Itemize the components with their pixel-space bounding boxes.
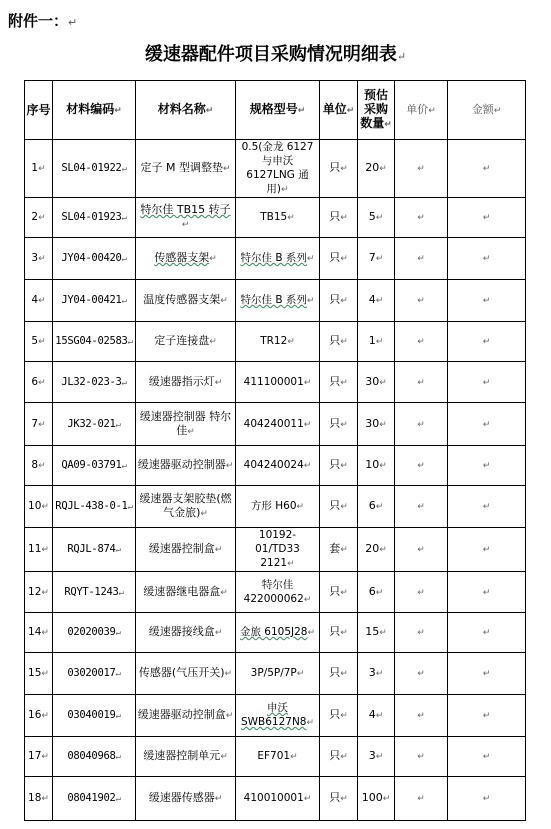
unit-cell: 只↵ (320, 322, 358, 362)
price-cell: ↵ (395, 198, 448, 238)
price-cell: ↵ (395, 238, 448, 280)
row-number-cell: 10↵ (25, 486, 53, 528)
unit-cell: 只↵ (320, 403, 358, 446)
spec-model-cell: 特尔佳 422000062↵ (236, 572, 320, 613)
header-row (25, 81, 526, 140)
unit-cell: 只↵ (320, 486, 358, 528)
table-row (25, 403, 526, 446)
material-code-cell: 03040019↵ (53, 695, 136, 737)
material-code-cell: SL04-01923↵ (53, 198, 136, 238)
estimated-qty-cell: 30↵ (358, 403, 395, 446)
amount-cell: ↵ (448, 280, 526, 322)
price-cell: ↵ (395, 653, 448, 695)
spec-model-cell: 10192-01/TD33 2121↵ (236, 528, 320, 572)
amount-cell: ↵ (448, 695, 526, 737)
row-number-cell: 15↵ (25, 653, 53, 695)
amount-cell: ↵ (448, 238, 526, 280)
price-cell: ↵ (395, 140, 448, 198)
amount-cell: ↵ (448, 403, 526, 446)
price-cell: ↵ (395, 403, 448, 446)
estimated-qty-cell: 1↵ (358, 322, 395, 362)
col-header-name: 材料名称↵ (136, 81, 236, 140)
material-code-cell: JL32-023-3↵ (53, 362, 136, 403)
unit-cell: 只↵ (320, 653, 358, 695)
material-name-cell: 特尔佳 TB15 转子↵ (136, 198, 236, 238)
unit-cell: 只↵ (320, 695, 358, 737)
amount-cell: ↵ (448, 446, 526, 486)
table-row (25, 362, 526, 403)
col-header-spec: 规格型号↵ (236, 81, 320, 140)
amount-cell: ↵ (448, 322, 526, 362)
unit-cell: 只↵ (320, 572, 358, 613)
col-header-amount: 金额↵ (448, 81, 526, 140)
amount-cell: ↵ (448, 613, 526, 653)
material-code-cell: RQJL-438-0-1↵ (53, 486, 136, 528)
material-code-cell: RQJL-874↵ (53, 528, 136, 572)
col-header-unit: 单位↵ (320, 81, 358, 140)
material-name-cell: 缓速器接线盒↵ (136, 613, 236, 653)
spec-model-cell: 410010001↵ (236, 777, 320, 821)
material-code-cell: 15SG04-02583↵ (53, 322, 136, 362)
material-code-cell: RQYT-1243↵ (53, 572, 136, 613)
material-code-cell: 08041902↵ (53, 777, 136, 821)
material-code-cell: SL04-01922↵ (53, 140, 136, 198)
row-number-cell: 2↵ (25, 198, 53, 238)
estimated-qty-cell: 20↵ (358, 140, 395, 198)
price-cell: ↵ (395, 572, 448, 613)
table-row (25, 737, 526, 777)
table-row (25, 322, 526, 362)
material-name-cell: 缓速器传感器↵ (136, 777, 236, 821)
row-number-cell: 17↵ (25, 737, 53, 777)
unit-cell: 只↵ (320, 737, 358, 777)
table-row (25, 446, 526, 486)
estimated-qty-cell: 6↵ (358, 486, 395, 528)
spec-model-cell: 404240024↵ (236, 446, 320, 486)
material-name-cell: 缓速器驱动控制器↵ (136, 446, 236, 486)
material-name-cell: 定子 M 型调整垫↵ (136, 140, 236, 198)
unit-cell: 套↵ (320, 528, 358, 572)
amount-cell: ↵ (448, 140, 526, 198)
amount-cell: ↵ (448, 362, 526, 403)
estimated-qty-cell: 3↵ (358, 737, 395, 777)
amount-cell: ↵ (448, 528, 526, 572)
price-cell: ↵ (395, 528, 448, 572)
unit-cell: 只↵ (320, 777, 358, 821)
amount-cell: ↵ (448, 486, 526, 528)
table-row (25, 198, 526, 238)
unit-cell: 只↵ (320, 238, 358, 280)
material-name-cell: 温度传感器支架↵ (136, 280, 236, 322)
material-name-cell: 缓速器驱动控制盒↵ (136, 695, 236, 737)
estimated-qty-cell: 4↵ (358, 695, 395, 737)
unit-cell: 只↵ (320, 362, 358, 403)
row-number-cell: 16↵ (25, 695, 53, 737)
spec-model-cell: 特尔佳 B 系列↵ (236, 280, 320, 322)
material-name-cell: 传感器(气压开关)↵ (136, 653, 236, 695)
table-row (25, 572, 526, 613)
row-number-cell: 5↵ (25, 322, 53, 362)
table-row (25, 653, 526, 695)
table-row (25, 238, 526, 280)
estimated-qty-cell: 10↵ (358, 446, 395, 486)
row-number-cell: 11↵ (25, 528, 53, 572)
spec-model-cell: 方形 H60↵ (236, 486, 320, 528)
row-number-cell: 3↵ (25, 238, 53, 280)
price-cell: ↵ (395, 280, 448, 322)
material-name-cell: 缓速器支架胶垫(燃气金旅)↵ (136, 486, 236, 528)
spec-model-cell: TR12↵ (236, 322, 320, 362)
unit-cell: 只↵ (320, 140, 358, 198)
material-name-cell: 缓速器控制盒↵ (136, 528, 236, 572)
material-code-cell: QA09-03791↵ (53, 446, 136, 486)
spec-model-cell: 411100001↵ (236, 362, 320, 403)
estimated-qty-cell: 20↵ (358, 528, 395, 572)
table-row (25, 528, 526, 572)
col-header-no: 序号 (25, 81, 53, 140)
material-code-cell: 02020039↵ (53, 613, 136, 653)
estimated-qty-cell: 5↵ (358, 198, 395, 238)
estimated-qty-cell: 100↵ (358, 777, 395, 821)
estimated-qty-cell: 15↵ (358, 613, 395, 653)
row-number-cell: 8↵ (25, 446, 53, 486)
table-row (25, 777, 526, 821)
estimated-qty-cell: 6↵ (358, 572, 395, 613)
spec-model-cell: 3P/5P/7P↵ (236, 653, 320, 695)
row-number-cell: 4↵ (25, 280, 53, 322)
price-cell: ↵ (395, 613, 448, 653)
row-number-cell: 6↵ (25, 362, 53, 403)
material-code-cell: 03020017↵ (53, 653, 136, 695)
material-name-cell: 定子连接盘↵ (136, 322, 236, 362)
col-header-qty: 预估采购数量↵ (358, 81, 395, 140)
estimated-qty-cell: 7↵ (358, 238, 395, 280)
price-cell: ↵ (395, 446, 448, 486)
amount-cell: ↵ (448, 572, 526, 613)
col-header-price: 单价↵ (395, 81, 448, 140)
unit-cell: 只↵ (320, 280, 358, 322)
material-code-cell: JY04-00421↵ (53, 280, 136, 322)
material-name-cell: 缓速器控制单元↵ (136, 737, 236, 777)
col-header-code: 材料编码↵ (53, 81, 136, 140)
amount-cell: ↵ (448, 737, 526, 777)
estimated-qty-cell: 4↵ (358, 280, 395, 322)
table-row (25, 140, 526, 198)
material-name-cell: 缓速器继电器盒↵ (136, 572, 236, 613)
unit-cell: 只↵ (320, 198, 358, 238)
table-row (25, 613, 526, 653)
unit-cell: 只↵ (320, 613, 358, 653)
material-code-cell: JK32-021↵ (53, 403, 136, 446)
row-number-cell: 14↵ (25, 613, 53, 653)
material-name-cell: 传感器支架↵ (136, 238, 236, 280)
price-cell: ↵ (395, 695, 448, 737)
row-number-cell: 18↵ (25, 777, 53, 821)
price-cell: ↵ (395, 777, 448, 821)
material-name-cell: 缓速器指示灯↵ (136, 362, 236, 403)
material-code-cell: 08040968↵ (53, 737, 136, 777)
procurement-table (24, 80, 526, 821)
price-cell: ↵ (395, 737, 448, 777)
spec-model-cell: 申沃 SWB6127N8↵ (236, 695, 320, 737)
price-cell: ↵ (395, 486, 448, 528)
spec-model-cell: EF701↵ (236, 737, 320, 777)
spec-model-cell: 特尔佳 B 系列↵ (236, 238, 320, 280)
material-name-cell: 缓速器控制器 特尔佳↵ (136, 403, 236, 446)
material-code-cell: JY04-00420↵ (53, 238, 136, 280)
unit-cell: 只↵ (320, 446, 358, 486)
estimated-qty-cell: 30↵ (358, 362, 395, 403)
table-row (25, 486, 526, 528)
row-number-cell: 7↵ (25, 403, 53, 446)
spec-model-cell: 金旅 6105J28↵ (236, 613, 320, 653)
attachment-label: 附件一：↵ (8, 12, 78, 30)
spec-model-cell: 0.5(金龙 6127 与申沃 6127LNG 通用)↵ (236, 140, 320, 198)
spec-model-cell: 404240011↵ (236, 403, 320, 446)
spec-model-cell: TB15↵ (236, 198, 320, 238)
amount-cell: ↵ (448, 198, 526, 238)
table-row (25, 280, 526, 322)
row-number-cell: 1↵ (25, 140, 53, 198)
amount-cell: ↵ (448, 777, 526, 821)
amount-cell: ↵ (448, 653, 526, 695)
page-title: 缓速器配件项目采购情况明细表↵ (144, 44, 407, 65)
table-row (25, 695, 526, 737)
price-cell: ↵ (395, 362, 448, 403)
estimated-qty-cell: 3↵ (358, 653, 395, 695)
row-number-cell: 12↵ (25, 572, 53, 613)
price-cell: ↵ (395, 322, 448, 362)
